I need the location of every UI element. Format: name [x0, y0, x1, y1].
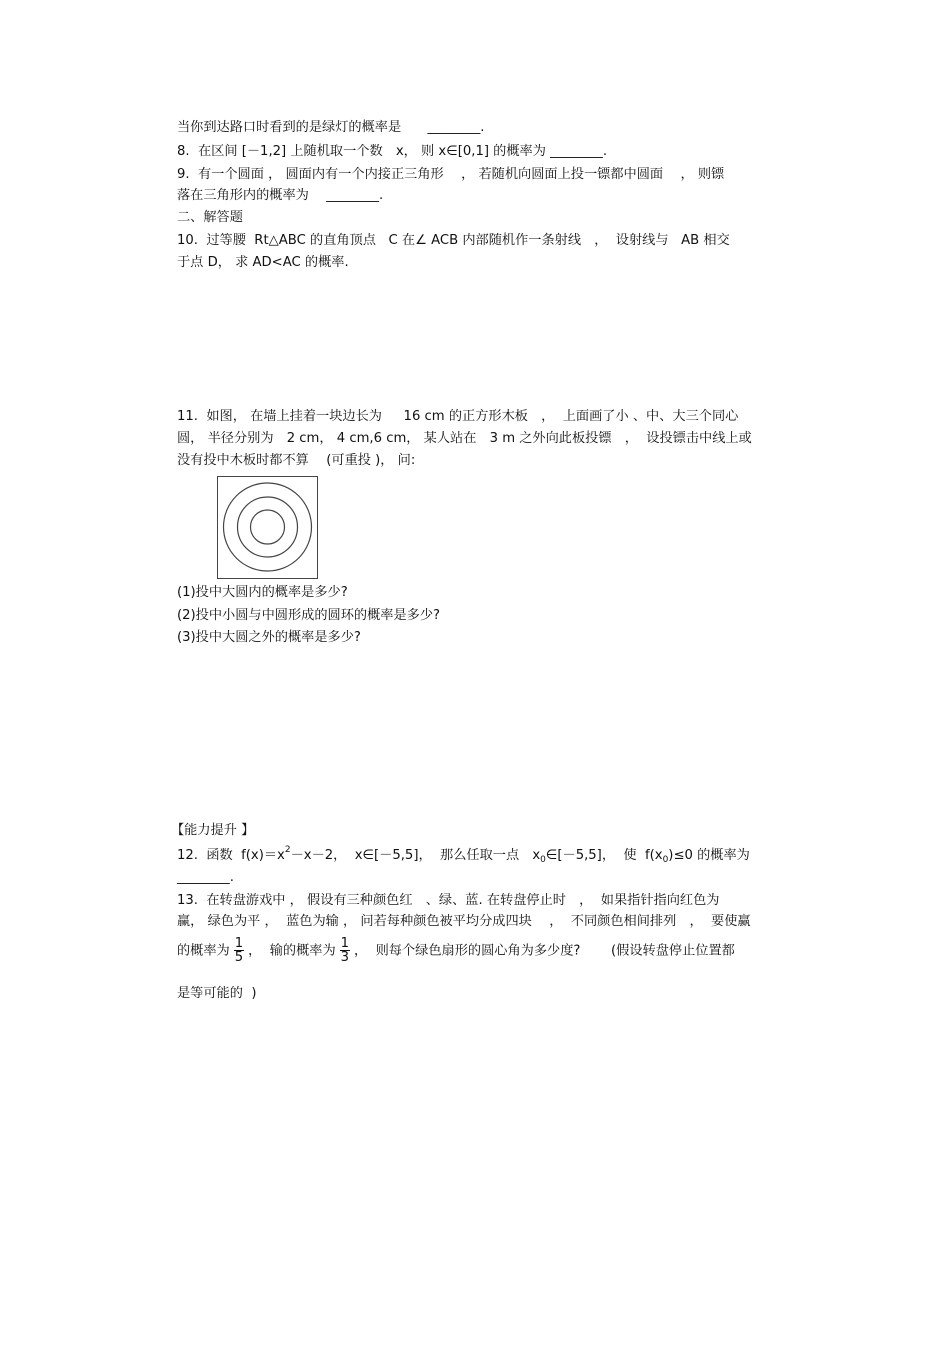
fraction-one-fifth	[234, 937, 244, 964]
question-13-line1: 13. 在转盘游戏中 ， 假设有三种颜色红 、绿、蓝. 在转盘停止时 ， 如果指针指向红色为	[177, 893, 720, 908]
q13-text-a: 的概率为	[177, 943, 230, 959]
q12-text-b: －x－2， x∈[－5,5]， 那么任取一点 x	[290, 848, 541, 863]
q12-subscript-2: 0	[662, 855, 669, 865]
question-13-line3	[177, 937, 735, 964]
question-10-line2: 于点 D， 求 AD<AC 的概率.	[177, 255, 349, 270]
question-11-line2: 圆， 半径分别为 2 cm， 4 cm,6 cm， 某人站在 3 m 之外向此板投镖 ， 设投镖击中线上或	[177, 431, 752, 446]
question-9-line1: 9. 有一个圆面 ， 圆面内有一个内接正三角形 ， 若随机向圆面上投一镖都中圆面 ， 则镖	[177, 167, 725, 182]
q12-text-c: ∈[－5,5]， 使 f(x	[545, 848, 663, 863]
fraction-2-denominator: 3	[340, 950, 350, 965]
q13-text-b: ， 输的概率为	[248, 943, 336, 959]
question-11-part2: (2)投中小圆与中圆形成的圆环的概率是多少?	[177, 608, 441, 623]
q12-text-a: 12. 函数 f(x)＝x	[177, 848, 285, 863]
q13-text-c: ， 则每个绿色扇形的圆心角为多少度? (假设转盘停止位置都	[354, 943, 735, 959]
question-12-line1	[177, 847, 750, 865]
section-heading-answers: 二、解答题	[177, 210, 243, 225]
q12-text-d: )≤0 的概率为	[668, 848, 750, 863]
question-11-part1: (1)投中大圆内的概率是多少?	[177, 585, 348, 600]
question-10-line1: 10. 过等腰 Rt△ABC 的直角顶点 C 在∠ ACB 内部随机作一条射线 ， 设射线与 AB 相交	[177, 233, 730, 248]
question-8: 8. 在区间 [－1,2] 上随机取一个数 x， 则 x∈[0,1] 的概率为 ________.	[177, 144, 608, 159]
dartboard-figure	[217, 476, 319, 580]
question-11-line1: 11. 如图， 在墙上挂着一块边长为 16 cm 的正方形木板 ， 上面画了小 、中、大三个同心	[177, 409, 739, 424]
question-11-part3: (3)投中大圆之外的概率是多少?	[177, 630, 361, 645]
question-13-line4: 是等可能的 )	[177, 986, 257, 1001]
line-green-light: 当你到达路口时看到的是绿灯的概率是 ________.	[177, 120, 485, 135]
question-13-line2: 赢， 绿色为平 ， 蓝色为输 ， 问若每种颜色被平均分成四块 ， 不同颜色相间排列 ， 要使赢	[177, 914, 751, 929]
section-heading-advanced: 【能力提升 】	[171, 823, 255, 838]
question-9-line2: 落在三角形内的概率为 ________.	[177, 188, 384, 203]
fraction-one-third	[340, 937, 350, 964]
q12-subscript-1: 0	[540, 855, 546, 865]
question-11-line3: 没有投中木板时都不算 (可重投 )， 问:	[177, 453, 416, 468]
question-12-line2: ________.	[177, 870, 234, 885]
fraction-2-numerator: 1	[340, 936, 350, 951]
fraction-1-numerator: 1	[234, 936, 244, 951]
square-board	[218, 477, 318, 579]
q12-exponent: 2	[284, 845, 291, 855]
fraction-1-denominator: 5	[234, 950, 244, 965]
